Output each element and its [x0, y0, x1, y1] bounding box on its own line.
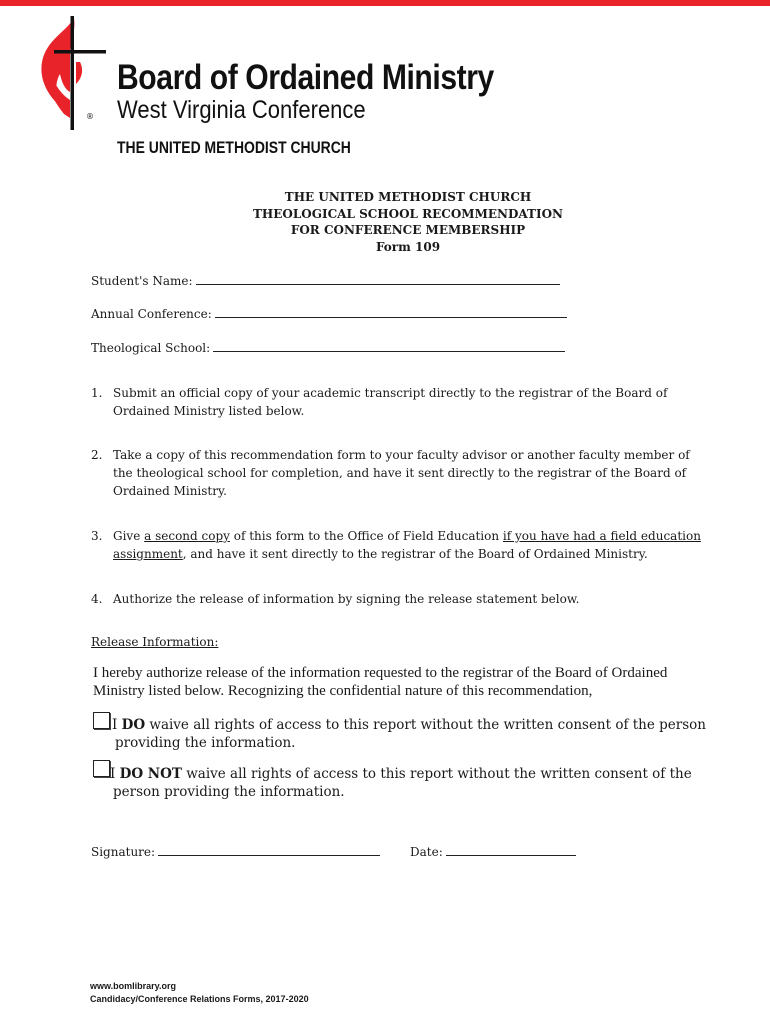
do-not-waive-option [110, 765, 692, 801]
heading-line: THEOLOGICAL SCHOOL RECOMMENDATION [252, 206, 563, 221]
annual-conference-field [91, 305, 567, 321]
date-label: Date: [410, 845, 443, 859]
heading-line: FOR CONFERENCE MEMBERSHIP [290, 223, 526, 237]
option-text: I [112, 717, 122, 733]
registered-mark: ® [86, 112, 94, 121]
instruction-item [91, 384, 711, 420]
instruction-item [91, 446, 711, 500]
item-number: 1. [91, 386, 103, 400]
item-text-part: , and have it sent directly to the registrar of the Board of Ordained Ministry. [182, 547, 648, 561]
release-statement [93, 664, 703, 700]
option-text: providing the information. [115, 735, 296, 751]
item-text: Take a copy of this recommendation form to your faculty advisor or another faculty member of the theological school for completion, and have it sent directly to the registrar of the Board of Ordained Ministry. [113, 448, 690, 498]
option-text: person providing the information. [113, 784, 345, 800]
option-text: waive all rights of access to this report without the written consent of the [181, 766, 692, 782]
item-text-part: Give [113, 529, 145, 543]
option-text: I [110, 766, 120, 782]
do-waive-checkbox[interactable] [93, 712, 110, 729]
annual-conference-line[interactable] [215, 305, 567, 318]
item-number: 2. [91, 448, 103, 462]
do-not-waive-checkbox[interactable] [93, 760, 110, 777]
signature-label: Signature: [91, 845, 156, 859]
signature-line[interactable] [158, 843, 380, 856]
release-heading: Release Information: [91, 635, 219, 649]
organization-subtitle: West Virginia Conference [117, 96, 366, 124]
option-emphasis: DO NOT [119, 766, 182, 782]
date-field [410, 843, 576, 859]
item-text: Submit an official copy of your academic transcript directly to the registrar of the Board of Ordained Ministry listed below. [113, 386, 668, 418]
statement-line: Ministry listed below. Recognizing the confidential nature of this recommendation, [93, 683, 593, 699]
theological-school-label: Theological School: [91, 341, 211, 355]
statement-line: I hereby authorize release of the information requested to the registrar of the Board of Ordained [93, 665, 668, 681]
theological-school-line[interactable] [213, 339, 565, 352]
do-waive-option [112, 716, 706, 752]
organization-title: Board of Ordained Ministry [117, 58, 494, 97]
item-text-part: of this form to the Office of Field Education [229, 529, 503, 543]
church-name: THE UNITED METHODIST CHURCH [117, 138, 351, 157]
item-text: Authorize the release of information by signing the release statement below. [113, 592, 580, 606]
underlined-text: a second copy [144, 529, 230, 543]
form-number: Form 109 [375, 239, 441, 254]
option-emphasis: DO [121, 717, 146, 733]
option-text: waive all rights of access to this report without the written consent of the person [145, 717, 706, 733]
signature-field [91, 843, 380, 859]
item-number: 4. [91, 592, 103, 606]
student-name-field [91, 272, 560, 288]
underlined-text: if you have had a field education assignment [113, 529, 701, 561]
footer-series: Candidacy/Conference Relations Forms, 2017-2020 [90, 994, 309, 1004]
footer-url[interactable]: www.bomlibrary.org [90, 981, 177, 991]
top-accent-bar [0, 0, 770, 6]
page-footer [90, 980, 309, 1006]
instruction-item [91, 527, 711, 563]
item-text [113, 527, 711, 563]
heading-line: THE UNITED METHODIST CHURCH [284, 190, 532, 204]
student-name-line[interactable] [196, 272, 560, 285]
item-number: 3. [91, 529, 103, 543]
date-line[interactable] [446, 843, 576, 856]
theological-school-field [91, 339, 565, 355]
student-name-label: Student's Name: [91, 274, 193, 288]
form-heading [200, 189, 616, 255]
annual-conference-label: Annual Conference: [91, 307, 212, 321]
instruction-item [91, 590, 711, 608]
cross-and-flame-icon [36, 14, 106, 134]
